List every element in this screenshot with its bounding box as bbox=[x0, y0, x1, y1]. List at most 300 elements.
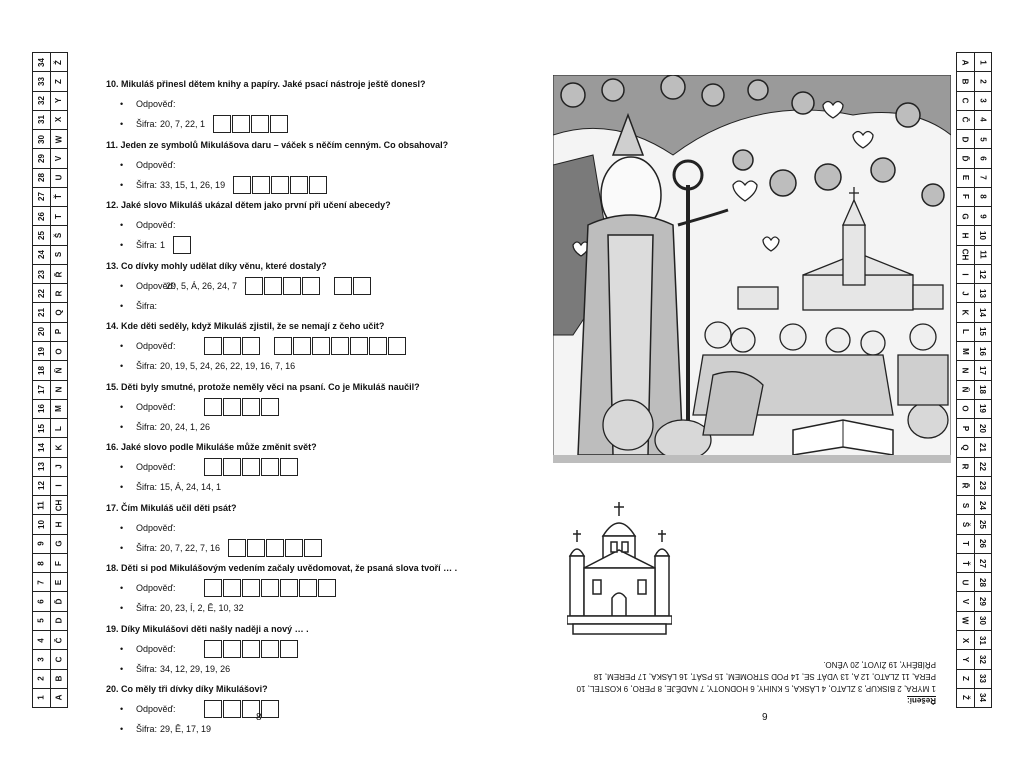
cipher-row bbox=[32, 650, 68, 669]
cipher-number: 22 bbox=[974, 458, 992, 476]
letter-box[interactable] bbox=[285, 539, 303, 557]
cipher-row bbox=[956, 650, 992, 669]
cipher-row bbox=[956, 207, 992, 226]
cipher-number: 17 bbox=[36, 385, 46, 395]
letter-box[interactable] bbox=[331, 337, 349, 355]
cipher-row bbox=[956, 689, 992, 708]
answer-boxes bbox=[173, 236, 191, 254]
bullet-icon: • bbox=[120, 119, 124, 129]
cipher-letter: R bbox=[50, 284, 68, 302]
letter-box[interactable] bbox=[252, 176, 270, 194]
letter-box[interactable] bbox=[242, 640, 260, 658]
cipher-label: Šifra: bbox=[136, 179, 158, 190]
cipher-number: 26 bbox=[974, 535, 992, 553]
cipher-row bbox=[32, 342, 68, 361]
letter-box[interactable] bbox=[232, 115, 250, 133]
cipher-row bbox=[956, 458, 992, 477]
cipher-label: Šifra: bbox=[136, 482, 158, 492]
bullet-icon: • bbox=[120, 462, 124, 472]
letter-box[interactable] bbox=[270, 115, 288, 133]
question-title: 20. Co měly tři dívky díky Mikulášovi? bbox=[106, 684, 268, 694]
answer-line bbox=[106, 639, 486, 659]
cipher-row bbox=[32, 207, 68, 226]
letter-box[interactable] bbox=[204, 337, 222, 355]
cipher-row bbox=[956, 496, 992, 515]
cipher-number: 31 bbox=[974, 631, 992, 649]
cipher-letter: E bbox=[50, 573, 68, 591]
cipher-letter: H bbox=[960, 232, 970, 239]
cipher-label: Šifra: bbox=[136, 724, 158, 734]
cipher-letter: G bbox=[50, 535, 68, 553]
letter-box[interactable] bbox=[228, 539, 246, 557]
question-block bbox=[106, 74, 486, 135]
cipher-label: Šifra: bbox=[136, 542, 158, 553]
cipher-label: Šifra: bbox=[136, 361, 158, 371]
question-title: 17. Čím Mikuláš učil děti psát? bbox=[106, 502, 237, 513]
cipher-number: 19 bbox=[36, 346, 46, 356]
cipher-number: 11 bbox=[36, 501, 46, 510]
cipher-number: 13 bbox=[974, 284, 992, 302]
letter-box[interactable] bbox=[261, 700, 279, 718]
letter-box[interactable] bbox=[204, 579, 222, 597]
saint-nicholas-illustration bbox=[553, 75, 951, 463]
cipher-number: 9 bbox=[36, 541, 46, 546]
cipher-row bbox=[32, 226, 68, 245]
cipher-letter: W bbox=[960, 617, 970, 625]
letter-box[interactable] bbox=[233, 176, 251, 194]
cipher-number: 22 bbox=[36, 288, 46, 298]
bullet-icon: • bbox=[120, 361, 124, 371]
cipher-label: Šifra: bbox=[136, 421, 158, 432]
letter-box[interactable] bbox=[242, 579, 260, 597]
cipher-label: Šifra: bbox=[136, 603, 158, 613]
cipher-letter: D bbox=[960, 136, 970, 143]
cipher-number: 19 bbox=[974, 400, 992, 418]
cipher-letter: A bbox=[960, 59, 970, 66]
cipher-letter: T bbox=[50, 207, 68, 225]
cipher-row bbox=[32, 573, 68, 592]
letter-box[interactable] bbox=[261, 579, 279, 597]
cipher-number: 16 bbox=[36, 404, 46, 414]
letter-box[interactable] bbox=[223, 398, 241, 416]
questions-list bbox=[106, 74, 486, 740]
cipher-row bbox=[956, 92, 992, 111]
answer-label: Odpověď: bbox=[136, 99, 176, 109]
question-block bbox=[106, 377, 486, 438]
cipher-row bbox=[956, 381, 992, 400]
cipher-number: 8 bbox=[974, 188, 992, 206]
cipher-number: 29 bbox=[36, 154, 46, 163]
bullet-icon: • bbox=[120, 179, 124, 190]
bullet-icon: • bbox=[120, 643, 124, 654]
cipher-letter: B bbox=[960, 78, 970, 85]
cipher-line bbox=[106, 659, 486, 679]
question-title: 19. Díky Mikulášovi děti našly naději a nový … . bbox=[106, 623, 309, 634]
cipher-letter: G bbox=[960, 213, 970, 220]
cipher-row bbox=[956, 535, 992, 554]
cipher-line bbox=[106, 538, 486, 558]
letter-box[interactable] bbox=[261, 398, 279, 416]
cipher-number: 33 bbox=[974, 670, 992, 688]
cipher-row bbox=[956, 188, 992, 207]
letter-box[interactable] bbox=[251, 115, 269, 133]
question-block bbox=[106, 135, 486, 196]
cipher-letter: Č bbox=[960, 117, 970, 123]
answer-boxes bbox=[204, 579, 336, 597]
question-title: 14. Kde děti seděly, když Mikuláš zjistil, že se nemají z čeho učit? bbox=[106, 321, 385, 331]
cipher-letter: H bbox=[50, 515, 68, 533]
cipher-number: 21 bbox=[974, 438, 992, 456]
cipher-number: 32 bbox=[974, 650, 992, 668]
cipher-letter: M bbox=[50, 400, 68, 418]
cipher-row bbox=[32, 92, 68, 111]
cipher-letter: Ř bbox=[50, 265, 68, 283]
question-title: 11. Jeden ze symbolů Mikulášova daru – váček s něčím cenným. Co obsahoval? bbox=[106, 139, 449, 150]
bullet-icon: • bbox=[120, 724, 124, 734]
question-title: 18. Děti si pod Mikulášovým vedením začaly uvědomovat, že psaná slova tvoří … . bbox=[106, 563, 458, 573]
cipher-number: 30 bbox=[36, 134, 46, 144]
letter-box[interactable] bbox=[223, 579, 241, 597]
bullet-icon: • bbox=[120, 603, 124, 613]
cipher-line bbox=[106, 356, 486, 376]
solution-title: Řešení: bbox=[907, 696, 936, 705]
cipher-row bbox=[956, 111, 992, 130]
answer-label: Odpověď: bbox=[136, 643, 176, 654]
letter-box[interactable] bbox=[261, 458, 279, 476]
church-drawing bbox=[567, 502, 672, 636]
cipher-table-right bbox=[956, 52, 992, 708]
cipher-row bbox=[32, 149, 68, 168]
letter-box[interactable] bbox=[293, 337, 311, 355]
cipher-number: 17 bbox=[974, 361, 992, 379]
question-title: 16. Jaké slovo podle Mikuláše může změnit svět? bbox=[106, 442, 317, 452]
cipher-number: 28 bbox=[974, 573, 992, 591]
cipher-number: 3 bbox=[974, 92, 992, 110]
cipher-row bbox=[32, 515, 68, 534]
cipher-row bbox=[956, 284, 992, 303]
answer-label: Odpověď: bbox=[136, 583, 176, 593]
cipher-row bbox=[32, 400, 68, 419]
cipher-letter: Ť bbox=[960, 560, 970, 566]
bullet-icon: • bbox=[120, 401, 124, 412]
cipher-number: 24 bbox=[36, 250, 46, 260]
letter-box[interactable] bbox=[274, 337, 292, 355]
cipher-letter: X bbox=[50, 111, 68, 129]
question-block bbox=[106, 437, 486, 498]
cipher-letter: S bbox=[960, 502, 970, 508]
cipher-label: Šifra: bbox=[136, 119, 158, 129]
cipher-letter: X bbox=[960, 637, 970, 643]
answer-line bbox=[106, 578, 486, 598]
cipher-letter: I bbox=[50, 477, 68, 495]
cipher-letter: N bbox=[50, 381, 68, 399]
cipher-letter: Š bbox=[50, 226, 68, 244]
letter-box[interactable] bbox=[280, 640, 298, 658]
letter-box[interactable] bbox=[264, 277, 282, 295]
cipher-row bbox=[956, 612, 992, 631]
cipher-code: 15, Á, 24, 14, 1 bbox=[160, 482, 222, 492]
bullet-icon: • bbox=[120, 522, 124, 533]
cipher-letter: C bbox=[960, 97, 970, 104]
letter-box[interactable] bbox=[280, 579, 298, 597]
cipher-row bbox=[956, 631, 992, 650]
letter-box[interactable] bbox=[204, 700, 222, 718]
answer-label: Odpověď: bbox=[136, 220, 176, 230]
cipher-row bbox=[32, 592, 68, 611]
cipher-number: 20 bbox=[974, 419, 992, 437]
cipher-row bbox=[956, 573, 992, 592]
cipher-number: 34 bbox=[36, 57, 46, 67]
cipher-line bbox=[106, 417, 486, 437]
cipher-letter: Ď bbox=[50, 592, 68, 610]
letter-box[interactable] bbox=[247, 539, 265, 557]
bullet-icon: • bbox=[120, 421, 124, 432]
cipher-letter: Z bbox=[50, 72, 68, 90]
cipher-code: 20, 7, 22, 1 bbox=[160, 119, 206, 129]
cipher-line bbox=[106, 235, 486, 255]
cipher-letter: I bbox=[960, 272, 970, 276]
cipher-label: Šifra: bbox=[136, 300, 158, 311]
cipher-number: 2 bbox=[974, 72, 992, 90]
cipher-number: 29 bbox=[974, 592, 992, 610]
cipher-row bbox=[32, 419, 68, 438]
cipher-row bbox=[32, 303, 68, 322]
answer-line bbox=[106, 699, 486, 719]
letter-box[interactable] bbox=[388, 337, 406, 355]
cipher-letter: V bbox=[50, 149, 68, 167]
cipher-number: 3 bbox=[36, 657, 46, 662]
letter-box[interactable] bbox=[302, 277, 320, 295]
letter-box[interactable] bbox=[223, 458, 241, 476]
bullet-icon: • bbox=[120, 482, 124, 492]
cipher-letter: O bbox=[960, 405, 970, 413]
letter-box[interactable] bbox=[261, 640, 279, 658]
question-title: 10. Mikuláš přinesl dětem knihy a papíry. Jaké psací nástroje ještě donesl? bbox=[106, 79, 426, 89]
cipher-letter: M bbox=[960, 347, 970, 355]
cipher-line bbox=[106, 598, 486, 618]
bullet-icon: • bbox=[120, 583, 124, 593]
letter-box[interactable] bbox=[280, 458, 298, 476]
letter-box[interactable] bbox=[299, 579, 317, 597]
cipher-row bbox=[32, 631, 68, 650]
bullet-icon: • bbox=[120, 99, 124, 109]
cipher-number: 32 bbox=[36, 96, 46, 106]
page-number-right: 9 bbox=[762, 712, 768, 723]
cipher-letter: A bbox=[50, 689, 68, 707]
cipher-row bbox=[32, 246, 68, 265]
question-block bbox=[106, 619, 486, 680]
letter-box[interactable] bbox=[353, 277, 371, 295]
cipher-number: 1 bbox=[36, 695, 46, 701]
letter-box[interactable] bbox=[204, 398, 222, 416]
cipher-number: 12 bbox=[974, 265, 992, 283]
letter-box[interactable] bbox=[173, 236, 191, 254]
cipher-letter: P bbox=[50, 323, 68, 341]
bullet-icon: • bbox=[120, 159, 124, 170]
question-block bbox=[106, 256, 486, 317]
cipher-number: 33 bbox=[36, 76, 46, 86]
letter-box[interactable] bbox=[312, 337, 330, 355]
answer-boxes bbox=[228, 539, 322, 557]
cipher-number: 27 bbox=[36, 192, 46, 202]
letter-box[interactable] bbox=[271, 176, 289, 194]
cipher-letter: J bbox=[960, 291, 970, 296]
cipher-number: 2 bbox=[36, 676, 46, 681]
cipher-number: 7 bbox=[974, 169, 992, 187]
cipher-number: 18 bbox=[974, 381, 992, 399]
cipher-letter: D bbox=[50, 612, 68, 630]
cipher-label: Šifra: bbox=[136, 240, 158, 250]
cipher-row bbox=[32, 72, 68, 91]
letter-box[interactable] bbox=[309, 176, 327, 194]
cipher-row bbox=[32, 612, 68, 631]
cipher-row bbox=[956, 400, 992, 419]
cipher-number: 6 bbox=[36, 599, 46, 604]
cipher-number: 5 bbox=[974, 130, 992, 148]
answer-line bbox=[106, 336, 486, 356]
cipher-number: 7 bbox=[36, 580, 46, 585]
cipher-row bbox=[956, 265, 992, 284]
letter-box[interactable] bbox=[204, 458, 222, 476]
letter-box[interactable] bbox=[204, 640, 222, 658]
answer-line bbox=[106, 397, 486, 417]
answer-label: Odpověď: bbox=[136, 462, 176, 472]
cipher-line bbox=[106, 114, 486, 134]
cipher-letter: S bbox=[50, 246, 68, 264]
letter-box[interactable] bbox=[242, 337, 260, 355]
letter-box[interactable] bbox=[223, 640, 241, 658]
question-block bbox=[106, 195, 486, 256]
letter-box[interactable] bbox=[318, 579, 336, 597]
letter-box[interactable] bbox=[350, 337, 368, 355]
cipher-row bbox=[32, 438, 68, 457]
cipher-letter: Z bbox=[960, 676, 970, 682]
answer-label: Odpověď: bbox=[136, 522, 176, 533]
cipher-row bbox=[956, 303, 992, 322]
cipher-number: 4 bbox=[974, 111, 992, 129]
cipher-row bbox=[32, 52, 68, 72]
cipher-row bbox=[32, 284, 68, 303]
answer-line bbox=[106, 457, 486, 477]
cipher-number: 18 bbox=[36, 365, 46, 375]
cipher-row bbox=[956, 342, 992, 361]
cipher-row bbox=[956, 515, 992, 534]
cipher-letter: Č bbox=[50, 631, 68, 649]
cipher-letter: T bbox=[960, 541, 970, 547]
letter-box[interactable] bbox=[369, 337, 387, 355]
cipher-letter: Š bbox=[960, 521, 970, 528]
letter-box[interactable] bbox=[223, 337, 241, 355]
cipher-row bbox=[32, 670, 68, 689]
answer-boxes bbox=[213, 115, 288, 133]
letter-box[interactable] bbox=[223, 700, 241, 718]
cipher-row bbox=[956, 52, 992, 72]
cipher-row bbox=[32, 496, 68, 515]
cipher-letter: Ž bbox=[50, 53, 68, 71]
cipher-line bbox=[106, 719, 486, 739]
letter-box[interactable] bbox=[242, 398, 260, 416]
solution-body: 1 MYRA, 2 BISKUP, 3 ZLATO, 4 LÁSKA, 5 KNIHY, 6 HODNOTY, 7 NADĚJE, 8 PERO, 9 KOSTEL, 10 PERA, 11 ZLATO, 12 A, 13 VDÁT SE, 14 POD STROMEM, 15 PSÁT, 16 LÁSKA, 17 PEREM, 18 PŘÍBĚHY, 19 ŽIVOT, 20 VĚNO. bbox=[576, 660, 936, 693]
letter-box[interactable] bbox=[304, 539, 322, 557]
cipher-letter: K bbox=[960, 309, 970, 316]
answer-label: Odpověď: bbox=[136, 704, 176, 714]
cipher-line bbox=[106, 477, 486, 497]
cipher-row bbox=[32, 188, 68, 207]
cipher-number: 30 bbox=[974, 612, 992, 630]
cipher-number: 1 bbox=[974, 53, 992, 71]
cipher-number: 27 bbox=[974, 554, 992, 572]
letter-box[interactable] bbox=[266, 539, 284, 557]
cipher-row bbox=[32, 535, 68, 554]
cipher-letter: CH bbox=[960, 249, 970, 261]
cipher-number: 16 bbox=[974, 342, 992, 360]
cipher-letter: Y bbox=[960, 656, 970, 663]
cipher-letter: Ž bbox=[960, 695, 970, 701]
letter-box[interactable] bbox=[245, 277, 263, 295]
cipher-number: 5 bbox=[36, 618, 46, 624]
cipher-number: 10 bbox=[36, 520, 46, 529]
cipher-row bbox=[32, 477, 68, 496]
cipher-number: 23 bbox=[974, 477, 992, 495]
answer-boxes bbox=[233, 176, 327, 194]
solution-text-upside-down bbox=[556, 654, 936, 706]
cipher-number: 15 bbox=[974, 323, 992, 341]
cipher-number: 23 bbox=[36, 269, 46, 279]
cipher-number: 10 bbox=[974, 226, 992, 244]
cipher-letter: Q bbox=[50, 303, 68, 321]
cipher-table-left bbox=[32, 52, 68, 708]
cipher-letter: Ř bbox=[960, 483, 970, 489]
answer-cipher: 29, 5, Á, 26, 24, 7 bbox=[166, 280, 238, 291]
question-block bbox=[106, 558, 486, 619]
cipher-code: 34, 12, 29, 19, 26 bbox=[160, 663, 231, 674]
cipher-letter: V bbox=[960, 598, 970, 605]
cipher-row bbox=[956, 361, 992, 380]
cipher-letter: Q bbox=[960, 444, 970, 451]
cipher-row bbox=[956, 169, 992, 188]
cipher-row bbox=[956, 554, 992, 573]
cipher-letter: B bbox=[50, 670, 68, 688]
letter-box[interactable] bbox=[334, 277, 352, 295]
cipher-row bbox=[956, 149, 992, 168]
bullet-icon: • bbox=[120, 663, 124, 674]
cipher-letter: K bbox=[50, 438, 68, 456]
letter-box[interactable] bbox=[213, 115, 231, 133]
cipher-letter: Ň bbox=[50, 361, 68, 379]
answer-line bbox=[106, 94, 486, 114]
letter-box[interactable] bbox=[290, 176, 308, 194]
cipher-letter: R bbox=[960, 463, 970, 470]
letter-box[interactable] bbox=[242, 458, 260, 476]
bullet-icon: • bbox=[120, 542, 124, 553]
cipher-letter: U bbox=[50, 169, 68, 187]
bullet-icon: • bbox=[120, 280, 124, 291]
cipher-number: 8 bbox=[36, 560, 46, 566]
cipher-row bbox=[956, 323, 992, 342]
letter-box[interactable] bbox=[283, 277, 301, 295]
cipher-number: 25 bbox=[974, 515, 992, 533]
cipher-row bbox=[32, 458, 68, 477]
cipher-row bbox=[32, 689, 68, 708]
cipher-letter: W bbox=[50, 130, 68, 148]
cipher-row bbox=[32, 111, 68, 130]
cipher-row bbox=[956, 438, 992, 457]
cipher-letter: P bbox=[960, 425, 970, 431]
cipher-letter: Y bbox=[50, 92, 68, 110]
cipher-row bbox=[956, 670, 992, 689]
cipher-code: 1 bbox=[160, 240, 166, 250]
cipher-line bbox=[106, 296, 486, 316]
